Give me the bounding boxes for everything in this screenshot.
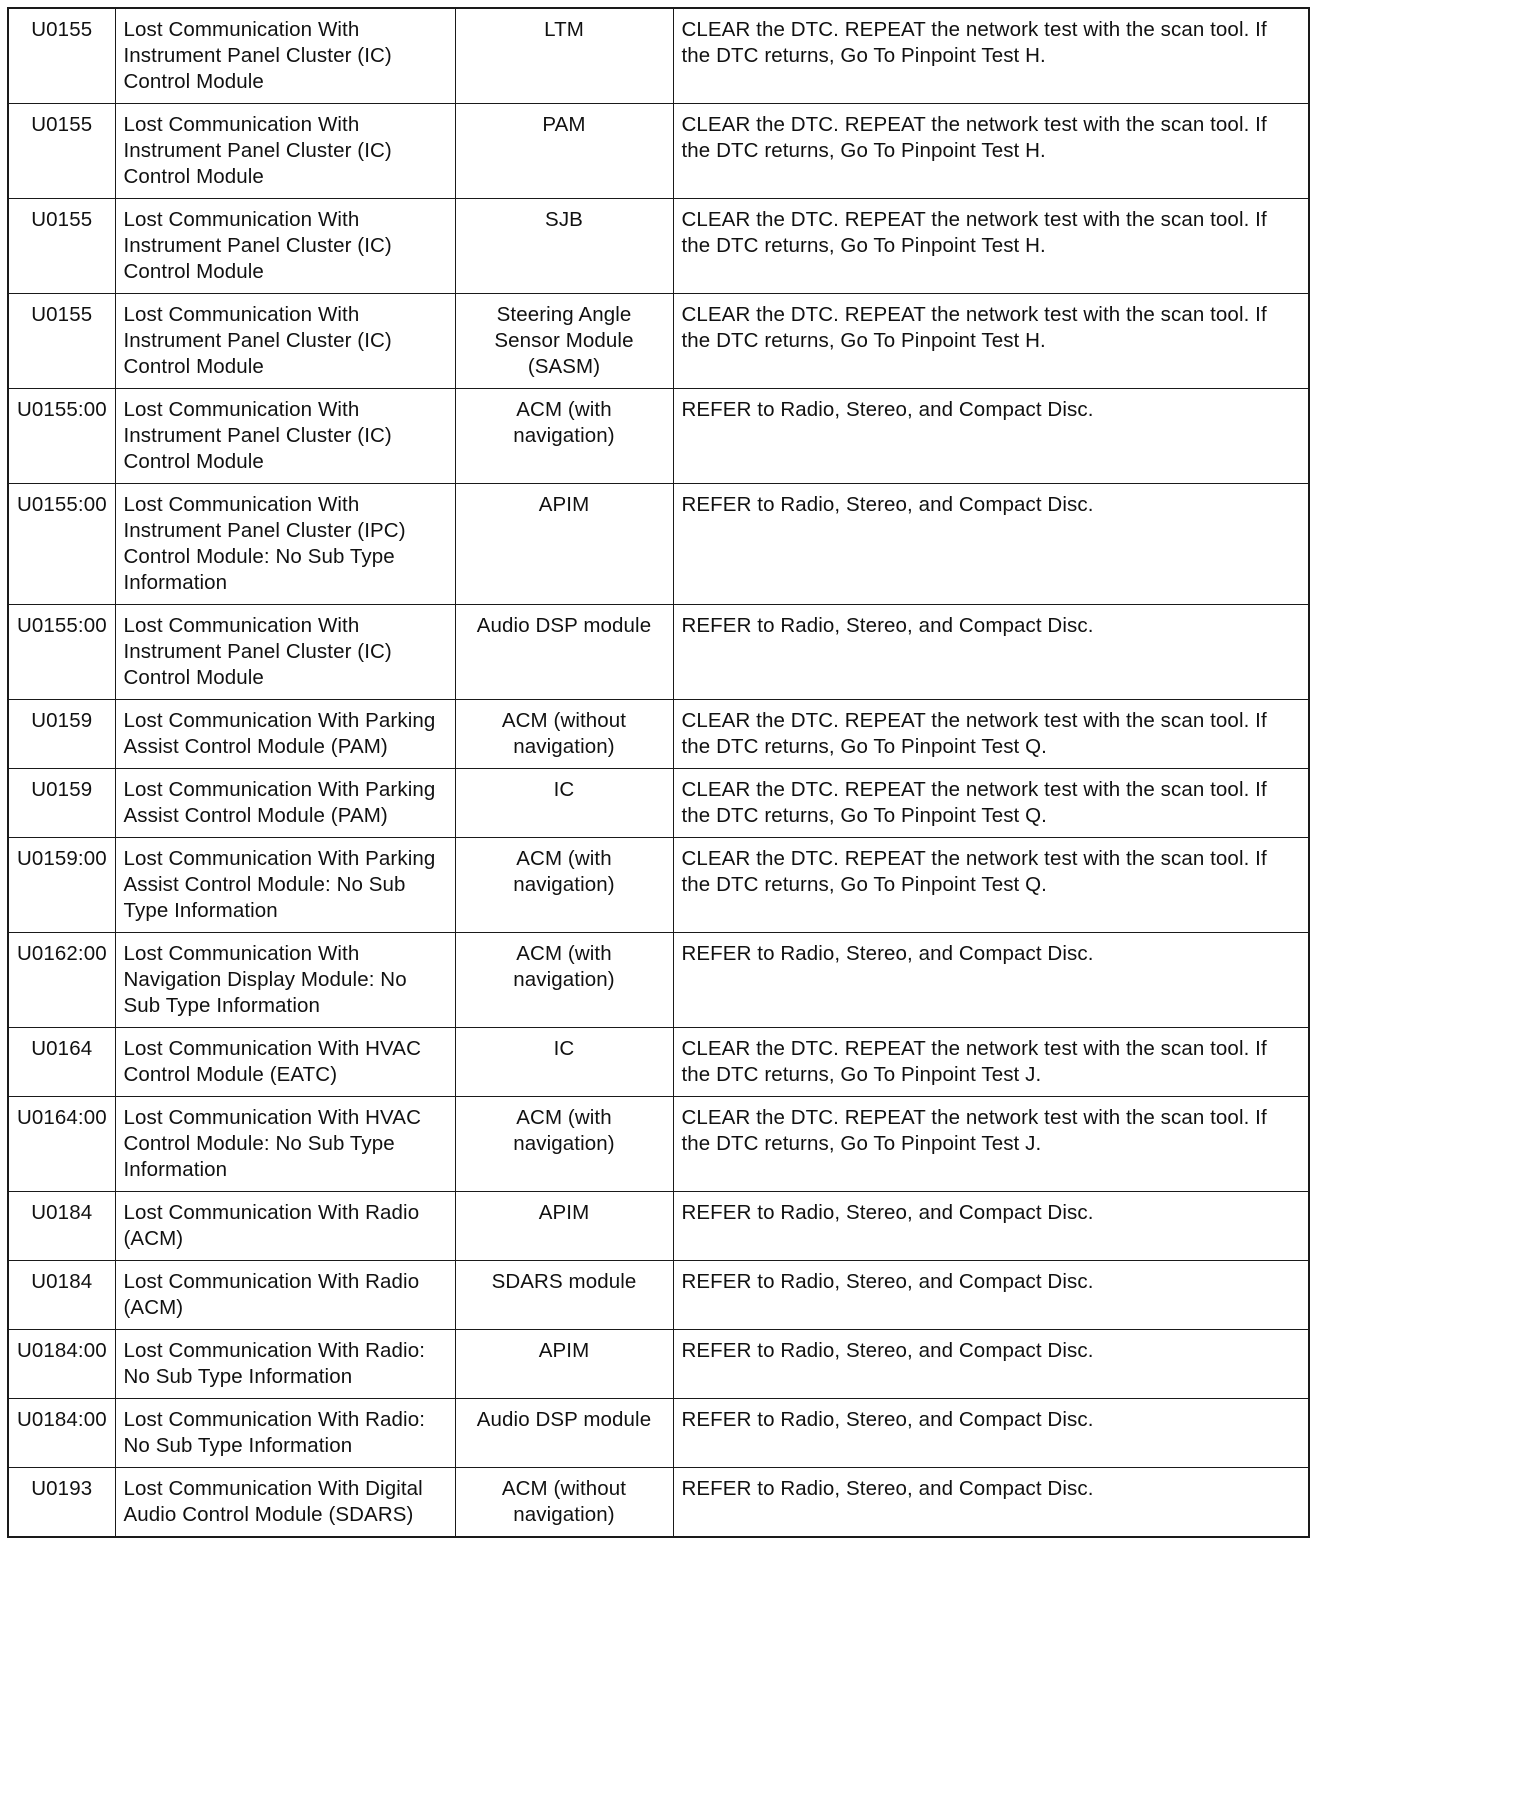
module-cell: ACM (with navigation) bbox=[455, 1097, 673, 1192]
dtc-code-cell: U0155 bbox=[8, 199, 115, 294]
module-cell: SJB bbox=[455, 199, 673, 294]
description-cell: Lost Communication With Instrument Panel Cluster (IC) Control Module bbox=[115, 199, 455, 294]
action-cell: REFER to Radio, Stereo, and Compact Disc. bbox=[673, 605, 1309, 700]
module-cell: ACM (with navigation) bbox=[455, 389, 673, 484]
table-row bbox=[8, 1097, 1309, 1192]
action-cell: CLEAR the DTC. REPEAT the network test with the scan tool. If the DTC returns, Go To Pinpoint Test H. bbox=[673, 8, 1309, 104]
description-cell: Lost Communication With Instrument Panel Cluster (IC) Control Module bbox=[115, 605, 455, 700]
table-row bbox=[8, 8, 1309, 104]
description-cell: Lost Communication With Instrument Panel Cluster (IC) Control Module bbox=[115, 104, 455, 199]
module-cell: LTM bbox=[455, 8, 673, 104]
dtc-code-cell: U0164 bbox=[8, 1028, 115, 1097]
module-cell: ACM (with navigation) bbox=[455, 838, 673, 933]
module-cell: IC bbox=[455, 1028, 673, 1097]
action-cell: REFER to Radio, Stereo, and Compact Disc. bbox=[673, 933, 1309, 1028]
dtc-code-cell: U0184 bbox=[8, 1192, 115, 1261]
table-row bbox=[8, 1192, 1309, 1261]
action-cell: REFER to Radio, Stereo, and Compact Disc. bbox=[673, 1261, 1309, 1330]
dtc-table bbox=[7, 7, 1310, 1538]
action-cell: CLEAR the DTC. REPEAT the network test with the scan tool. If the DTC returns, Go To Pinpoint Test J. bbox=[673, 1097, 1309, 1192]
description-cell: Lost Communication With Navigation Display Module: No Sub Type Information bbox=[115, 933, 455, 1028]
dtc-code-cell: U0155 bbox=[8, 294, 115, 389]
action-cell: CLEAR the DTC. REPEAT the network test with the scan tool. If the DTC returns, Go To Pinpoint Test Q. bbox=[673, 838, 1309, 933]
module-cell: SDARS module bbox=[455, 1261, 673, 1330]
description-cell: Lost Communication With Digital Audio Control Module (SDARS) bbox=[115, 1468, 455, 1538]
module-cell: Audio DSP module bbox=[455, 605, 673, 700]
description-cell: Lost Communication With Instrument Panel Cluster (IC) Control Module bbox=[115, 389, 455, 484]
module-cell: APIM bbox=[455, 1330, 673, 1399]
table-row bbox=[8, 1468, 1309, 1538]
action-cell: REFER to Radio, Stereo, and Compact Disc. bbox=[673, 1192, 1309, 1261]
table-row bbox=[8, 933, 1309, 1028]
action-cell: CLEAR the DTC. REPEAT the network test with the scan tool. If the DTC returns, Go To Pinpoint Test H. bbox=[673, 104, 1309, 199]
dtc-code-cell: U0159 bbox=[8, 769, 115, 838]
table-row bbox=[8, 838, 1309, 933]
description-cell: Lost Communication With Parking Assist Control Module (PAM) bbox=[115, 769, 455, 838]
description-cell: Lost Communication With Radio: No Sub Type Information bbox=[115, 1330, 455, 1399]
module-cell: APIM bbox=[455, 484, 673, 605]
action-cell: CLEAR the DTC. REPEAT the network test with the scan tool. If the DTC returns, Go To Pinpoint Test H. bbox=[673, 199, 1309, 294]
module-cell: IC bbox=[455, 769, 673, 838]
description-cell: Lost Communication With Instrument Panel Cluster (IPC) Control Module: No Sub Type Information bbox=[115, 484, 455, 605]
action-cell: CLEAR the DTC. REPEAT the network test with the scan tool. If the DTC returns, Go To Pinpoint Test H. bbox=[673, 294, 1309, 389]
action-cell: CLEAR the DTC. REPEAT the network test with the scan tool. If the DTC returns, Go To Pinpoint Test Q. bbox=[673, 769, 1309, 838]
table-row bbox=[8, 389, 1309, 484]
description-cell: Lost Communication With Parking Assist Control Module (PAM) bbox=[115, 700, 455, 769]
dtc-code-cell: U0184:00 bbox=[8, 1330, 115, 1399]
action-cell: REFER to Radio, Stereo, and Compact Disc. bbox=[673, 1330, 1309, 1399]
table-row bbox=[8, 1330, 1309, 1399]
table-row bbox=[8, 104, 1309, 199]
dtc-code-cell: U0184 bbox=[8, 1261, 115, 1330]
dtc-code-cell: U0155 bbox=[8, 104, 115, 199]
description-cell: Lost Communication With Parking Assist Control Module: No Sub Type Information bbox=[115, 838, 455, 933]
module-cell: APIM bbox=[455, 1192, 673, 1261]
dtc-code-cell: U0155:00 bbox=[8, 484, 115, 605]
description-cell: Lost Communication With Radio: No Sub Type Information bbox=[115, 1399, 455, 1468]
module-cell: ACM (without navigation) bbox=[455, 700, 673, 769]
dtc-code-cell: U0164:00 bbox=[8, 1097, 115, 1192]
table-row bbox=[8, 605, 1309, 700]
dtc-code-cell: U0155 bbox=[8, 8, 115, 104]
table-row bbox=[8, 700, 1309, 769]
dtc-code-cell: U0159 bbox=[8, 700, 115, 769]
dtc-code-cell: U0193 bbox=[8, 1468, 115, 1538]
description-cell: Lost Communication With HVAC Control Module: No Sub Type Information bbox=[115, 1097, 455, 1192]
action-cell: REFER to Radio, Stereo, and Compact Disc. bbox=[673, 1399, 1309, 1468]
action-cell: REFER to Radio, Stereo, and Compact Disc. bbox=[673, 484, 1309, 605]
table-row bbox=[8, 294, 1309, 389]
action-cell: CLEAR the DTC. REPEAT the network test with the scan tool. If the DTC returns, Go To Pinpoint Test J. bbox=[673, 1028, 1309, 1097]
table-row bbox=[8, 484, 1309, 605]
action-cell: CLEAR the DTC. REPEAT the network test with the scan tool. If the DTC returns, Go To Pinpoint Test Q. bbox=[673, 700, 1309, 769]
module-cell: PAM bbox=[455, 104, 673, 199]
description-cell: Lost Communication With Instrument Panel Cluster (IC) Control Module bbox=[115, 8, 455, 104]
dtc-table-page bbox=[7, 7, 1308, 1538]
table-row bbox=[8, 1028, 1309, 1097]
module-cell: ACM (without navigation) bbox=[455, 1468, 673, 1538]
description-cell: Lost Communication With Radio (ACM) bbox=[115, 1261, 455, 1330]
description-cell: Lost Communication With HVAC Control Module (EATC) bbox=[115, 1028, 455, 1097]
dtc-code-cell: U0159:00 bbox=[8, 838, 115, 933]
dtc-code-cell: U0155:00 bbox=[8, 605, 115, 700]
action-cell: REFER to Radio, Stereo, and Compact Disc. bbox=[673, 1468, 1309, 1538]
table-row bbox=[8, 769, 1309, 838]
table-row bbox=[8, 1399, 1309, 1468]
description-cell: Lost Communication With Radio (ACM) bbox=[115, 1192, 455, 1261]
action-cell: REFER to Radio, Stereo, and Compact Disc. bbox=[673, 389, 1309, 484]
description-cell: Lost Communication With Instrument Panel Cluster (IC) Control Module bbox=[115, 294, 455, 389]
dtc-code-cell: U0184:00 bbox=[8, 1399, 115, 1468]
module-cell: ACM (with navigation) bbox=[455, 933, 673, 1028]
table-row bbox=[8, 1261, 1309, 1330]
module-cell: Audio DSP module bbox=[455, 1399, 673, 1468]
module-cell: Steering Angle Sensor Module (SASM) bbox=[455, 294, 673, 389]
dtc-code-cell: U0162:00 bbox=[8, 933, 115, 1028]
dtc-code-cell: U0155:00 bbox=[8, 389, 115, 484]
table-row bbox=[8, 199, 1309, 294]
